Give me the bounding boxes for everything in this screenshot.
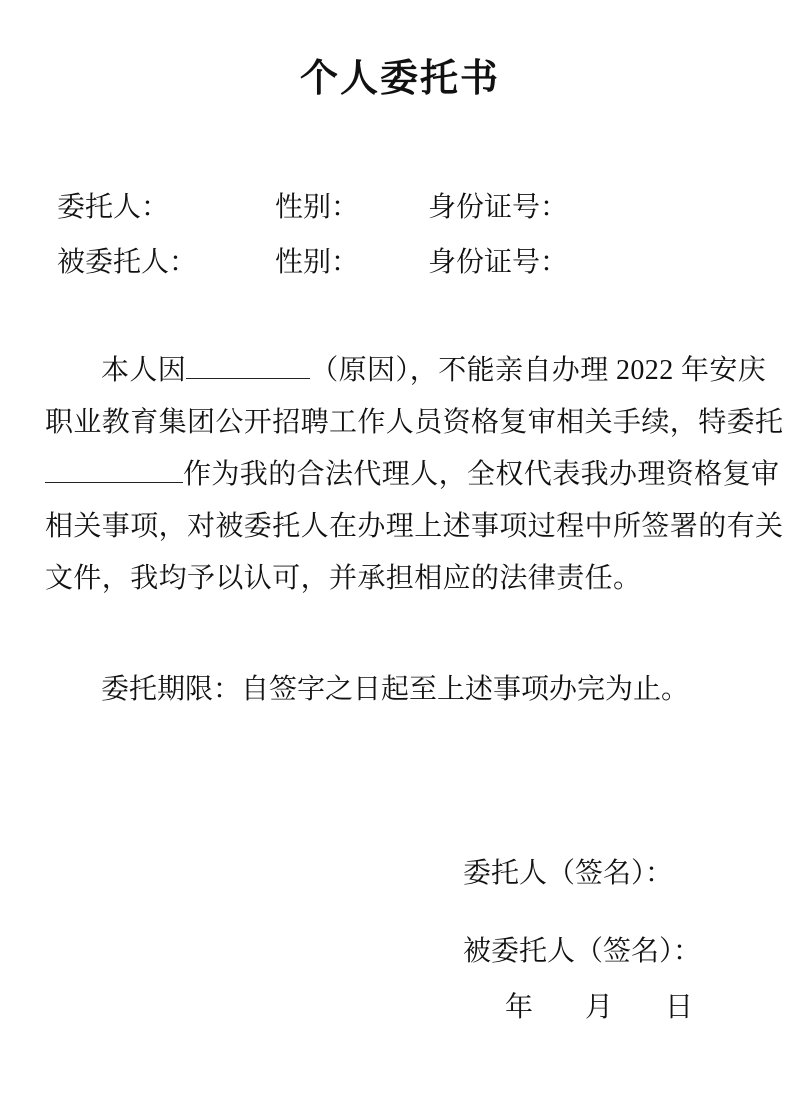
body-line-3-post: 作为我的合法代理人，全权代表我办理资格复审 <box>183 459 780 490</box>
agent-signature-label: 被委托人（签名）： <box>463 936 702 967</box>
principal-signature-label: 委托人（签名）： <box>463 858 674 889</box>
body-line-1-pre: 本人因 <box>101 355 187 386</box>
date-year-label: 年 <box>505 992 534 1023</box>
party-info-section <box>57 191 757 301</box>
agent-info-row <box>57 246 757 280</box>
date-day-label: 日 <box>665 992 694 1023</box>
agent-id-label: 身份证号： <box>428 247 569 278</box>
body-line-1-post: （原因），不能亲自办理 2022 年安庆 <box>310 355 767 386</box>
page-title: 个人委托书 <box>299 58 500 100</box>
body-line-5-text: 文件，我均予以认可，并承担相应的法律责任。 <box>45 563 642 594</box>
signature-date-line <box>505 990 693 1026</box>
principal-info-row <box>57 191 757 225</box>
body-line-4 <box>45 501 784 553</box>
principal-name-label: 委托人： <box>57 192 170 223</box>
agent-name-blank-underline <box>45 478 183 483</box>
body-paragraph <box>45 345 784 605</box>
body-line-3 <box>45 449 780 501</box>
body-line-4-text: 相关事项，对被委托人在办理上述事项过程中所签署的有关 <box>45 511 784 542</box>
agent-gender-label: 性别： <box>275 247 360 278</box>
agent-name-label: 被委托人： <box>57 247 198 278</box>
body-line-2 <box>45 397 784 449</box>
principal-gender-label: 性别： <box>275 192 360 223</box>
principal-id-label: 身份证号： <box>428 192 569 223</box>
reason-blank-underline <box>186 374 310 379</box>
body-line-1 <box>45 345 767 397</box>
body-line-2-text: 职业教育集团公开招聘工作人员资格复审相关手续，特委托 <box>45 407 784 438</box>
body-line-5 <box>45 553 760 605</box>
term-of-authorization-line: 委托期限：自签字之日起至上述事项办完为止。 <box>101 674 690 705</box>
date-month-label: 月 <box>585 992 614 1023</box>
